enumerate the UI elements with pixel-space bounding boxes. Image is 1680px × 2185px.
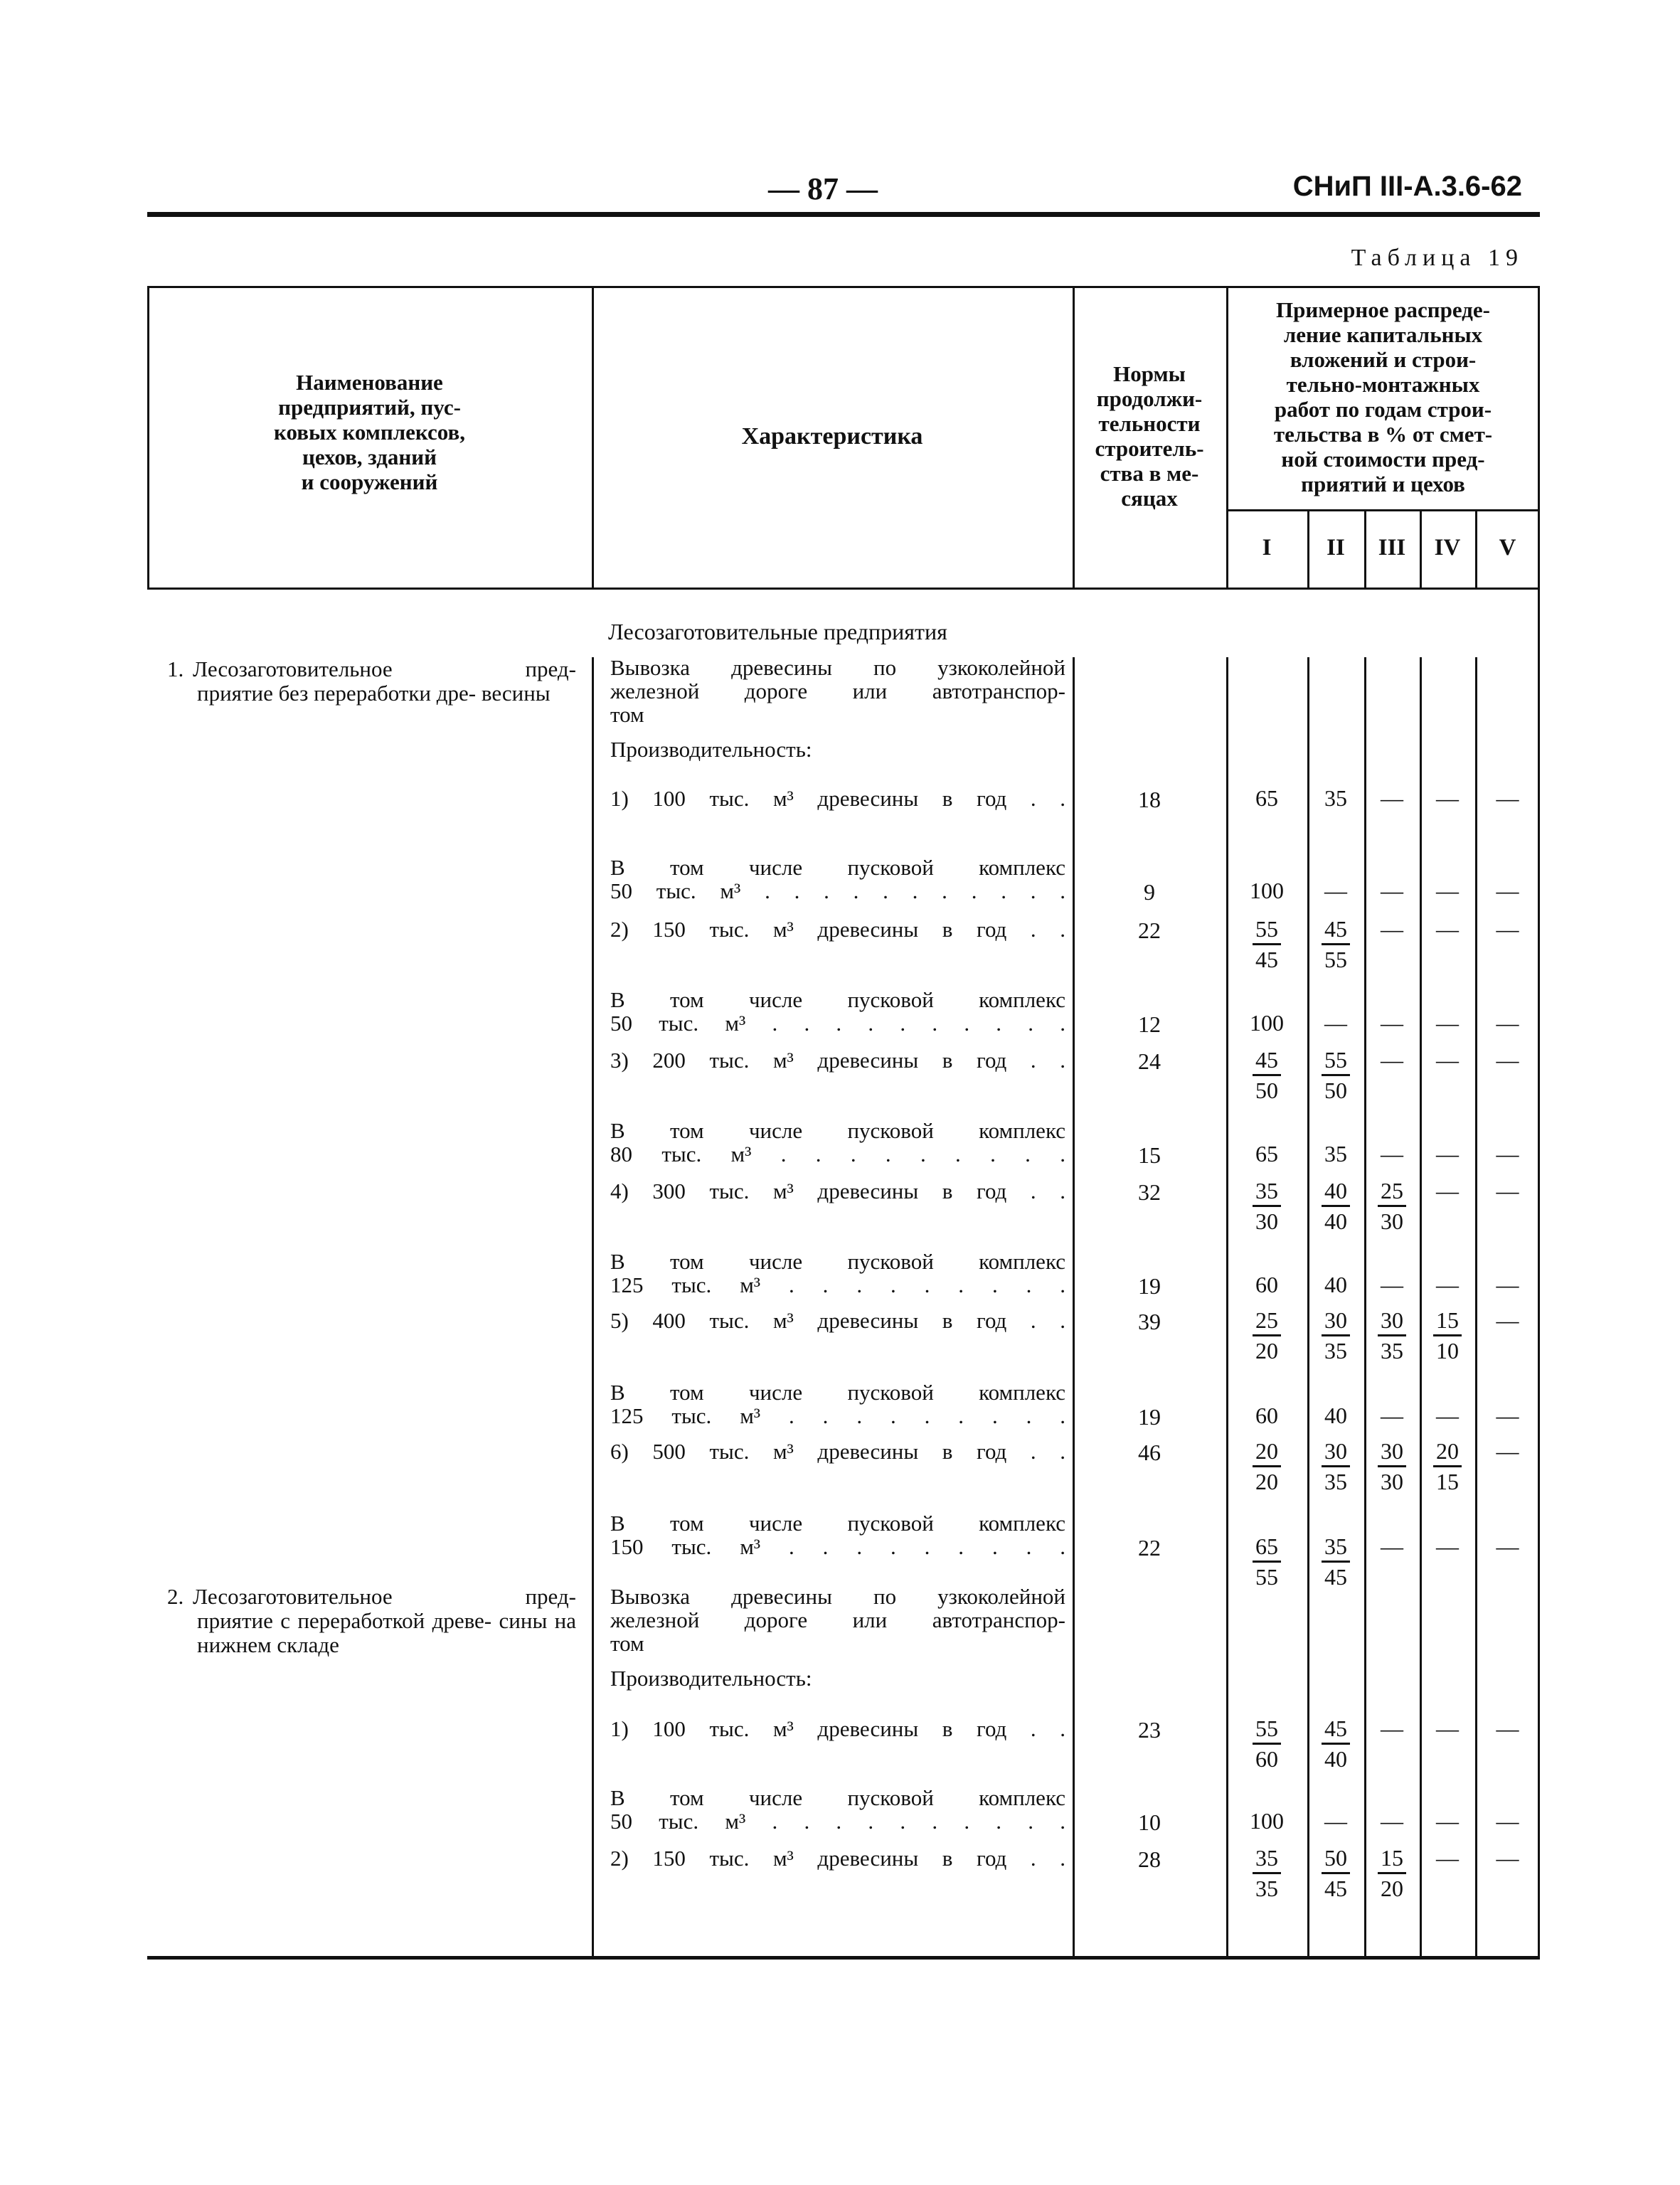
row-text: 2) 150 тыс. м³ древесины в год . .	[610, 917, 1065, 942]
enterprise-1	[167, 657, 576, 706]
share-value: —	[1436, 878, 1459, 903]
year-3-share	[1365, 915, 1419, 943]
share-value: —	[1496, 878, 1519, 903]
year-1-share	[1240, 1046, 1294, 1105]
duration-value: 19	[1138, 1404, 1161, 1430]
year-5-share	[1481, 876, 1535, 905]
share-value: —	[1436, 1010, 1459, 1036]
capacity-row	[610, 1717, 1065, 1740]
year-1-share	[1240, 1401, 1294, 1430]
year-1-share	[1240, 1532, 1294, 1591]
share-value: 100	[1250, 1808, 1284, 1834]
column-header-name-line: предприятий, пус-	[278, 395, 461, 420]
table-bottom-rule	[147, 1956, 1540, 1960]
share-value: 35	[1324, 785, 1347, 811]
share-value: —	[1436, 1533, 1459, 1559]
row-text: 150 тыс. м³ . . . . . . . . .	[610, 1534, 1065, 1559]
year-5-share	[1481, 1139, 1535, 1168]
share-numerator: 30	[1378, 1306, 1406, 1336]
header-rule	[147, 212, 1540, 217]
share-denominator: 60	[1255, 1746, 1278, 1772]
launch-complex-row	[610, 856, 1065, 903]
duration-value: 23	[1138, 1717, 1161, 1743]
transport-line: железной дороге или автотранспор-	[610, 1607, 1065, 1632]
year-1-share	[1240, 1176, 1294, 1235]
share-value: —	[1436, 1141, 1459, 1166]
launch-complex-row	[610, 1511, 1065, 1558]
share-value: 40	[1324, 1403, 1347, 1428]
transport-description-1	[610, 656, 1065, 761]
share-value: —	[1436, 1047, 1459, 1073]
column-header-duration-line: Нормы	[1113, 361, 1186, 386]
year-2-share	[1309, 784, 1363, 812]
column-header-duration	[1073, 361, 1226, 511]
share-value: —	[1381, 1141, 1403, 1166]
column-header-name-line: Наименование	[296, 370, 443, 395]
capacity-row	[610, 787, 1065, 810]
share-denominator: 30	[1381, 1208, 1403, 1234]
year-1-share	[1240, 1009, 1294, 1037]
year-1-share	[1240, 876, 1294, 905]
capacity-row	[610, 1440, 1065, 1463]
table-top-rule	[147, 286, 1540, 288]
year-header-1: I	[1262, 535, 1272, 560]
year-3-share	[1365, 784, 1419, 812]
share-numerator: 55	[1322, 1046, 1350, 1076]
duration-value: 18	[1138, 787, 1161, 812]
share-value: —	[1496, 1178, 1519, 1203]
share-value: —	[1496, 785, 1519, 811]
column-header-distribution-line: тельства в % от смет-	[1273, 422, 1493, 447]
share-numerator: 25	[1378, 1176, 1406, 1207]
share-value: —	[1381, 785, 1403, 811]
share-value: —	[1381, 916, 1403, 942]
year-2-share	[1309, 1270, 1363, 1299]
launch-complex-label: В том числе пусковой комплекс	[610, 1118, 1065, 1143]
share-value: —	[1436, 916, 1459, 942]
share-numerator: 15	[1433, 1306, 1462, 1336]
body-year-divider	[1226, 657, 1228, 1956]
year-5-share	[1481, 784, 1535, 812]
launch-complex-label: В том числе пусковой комплекс	[610, 987, 1065, 1012]
year-2-share	[1309, 1046, 1363, 1105]
year-2-share	[1309, 1176, 1363, 1235]
share-denominator: 45	[1324, 1876, 1347, 1901]
share-value: 40	[1324, 1272, 1347, 1297]
share-denominator: 20	[1381, 1876, 1403, 1901]
year-5-share	[1481, 1714, 1535, 1743]
share-denominator: 35	[1255, 1876, 1278, 1901]
share-value: 65	[1255, 785, 1278, 811]
year-header-4: IV	[1434, 535, 1461, 560]
enterprise-number: 2.	[167, 1584, 184, 1609]
share-value: —	[1324, 1808, 1347, 1834]
share-numerator: 40	[1322, 1176, 1350, 1207]
table-right-border	[1538, 286, 1540, 1956]
share-numerator: 30	[1378, 1437, 1406, 1467]
year-2-share	[1309, 876, 1363, 905]
share-value: —	[1496, 1141, 1519, 1166]
share-value: —	[1324, 1010, 1347, 1036]
year-3-share	[1365, 1009, 1419, 1037]
transport-line: железной дороге или автотранспор-	[610, 679, 1065, 703]
share-denominator: 35	[1324, 1338, 1347, 1363]
duration-value: 32	[1138, 1179, 1161, 1205]
year-3-share	[1365, 1844, 1419, 1903]
year-1-share	[1240, 1270, 1294, 1299]
share-value: —	[1381, 878, 1403, 903]
share-value: —	[1496, 1272, 1519, 1297]
column-header-distribution-line: приятий и цехов	[1301, 472, 1465, 496]
launch-complex-label: В том числе пусковой комплекс	[610, 1380, 1065, 1405]
share-denominator: 15	[1436, 1469, 1459, 1494]
year-2-share	[1309, 915, 1363, 974]
row-text: 5) 400 тыс. м³ древесины в год . .	[610, 1308, 1065, 1333]
year-2-share	[1309, 1009, 1363, 1037]
share-numerator: 45	[1322, 1714, 1350, 1745]
year-4-share	[1420, 784, 1474, 812]
year-3-share	[1365, 1401, 1419, 1430]
launch-complex-row	[610, 1119, 1065, 1166]
duration-value: 22	[1138, 1535, 1161, 1561]
duration-value: 12	[1138, 1011, 1161, 1037]
transport-line: том	[610, 702, 644, 727]
share-value: —	[1381, 1010, 1403, 1036]
enterprise-name-hyphen: пред-	[525, 656, 576, 681]
column-header-duration-line: ства в ме-	[1100, 461, 1199, 486]
year-2-share	[1309, 1437, 1363, 1496]
column-header-duration-line: сяцах	[1121, 486, 1178, 511]
share-numerator: 30	[1322, 1437, 1350, 1467]
capacity-row	[610, 1048, 1065, 1072]
share-value: —	[1381, 1716, 1403, 1741]
page-number: — 87 —	[768, 171, 878, 206]
share-value: —	[1436, 1178, 1459, 1203]
enterprise-name-hyphen: пред-	[525, 1584, 576, 1609]
year-4-share	[1420, 876, 1474, 905]
year-1-share	[1240, 1437, 1294, 1496]
year-5-share	[1481, 1401, 1535, 1430]
launch-complex-label: В том числе пусковой комплекс	[610, 855, 1065, 880]
column-header-duration-line: строитель-	[1095, 436, 1204, 461]
column-header-name-line: и сооружений	[301, 469, 438, 494]
share-value: —	[1496, 1845, 1519, 1871]
column-header-distribution	[1226, 297, 1540, 496]
year-2-share	[1309, 1807, 1363, 1835]
row-text: 4) 300 тыс. м³ древесины в год . .	[610, 1179, 1065, 1203]
year-4-share	[1420, 1270, 1474, 1299]
row-text: 1) 100 тыс. м³ древесины в год . .	[610, 786, 1065, 811]
share-value: —	[1496, 1438, 1519, 1464]
column-header-name-line: ковых комплексов,	[274, 420, 465, 445]
year-3-share	[1365, 1807, 1419, 1835]
year-4-share	[1420, 915, 1474, 943]
year-4-share	[1420, 1009, 1474, 1037]
year-5-share	[1481, 1009, 1535, 1037]
launch-complex-label: В том числе пусковой комплекс	[610, 1511, 1065, 1536]
share-value: —	[1496, 916, 1519, 942]
share-value: 65	[1255, 1141, 1278, 1166]
year-3-share	[1365, 1306, 1419, 1365]
year-5-share	[1481, 1270, 1535, 1299]
share-value: —	[1436, 1716, 1459, 1741]
year-3-share	[1365, 1046, 1419, 1074]
share-numerator: 45	[1253, 1046, 1281, 1076]
year-1-share	[1240, 915, 1294, 974]
year-2-share	[1309, 1714, 1363, 1773]
year-4-share	[1420, 1176, 1474, 1205]
year-5-share	[1481, 915, 1535, 943]
share-numerator: 25	[1253, 1306, 1281, 1336]
year-2-share	[1309, 1306, 1363, 1365]
year-1-share	[1240, 784, 1294, 812]
launch-complex-row	[610, 1250, 1065, 1297]
year-2-share	[1309, 1139, 1363, 1168]
row-text: 125 тыс. м³ . . . . . . . . .	[610, 1403, 1065, 1428]
year-5-share	[1481, 1306, 1535, 1334]
year-1-share	[1240, 1139, 1294, 1168]
year-5-share	[1481, 1437, 1535, 1465]
body-column-divider	[1073, 657, 1075, 1956]
share-denominator: 55	[1324, 947, 1347, 972]
distribution-rule	[1226, 509, 1540, 511]
share-value: —	[1436, 1845, 1459, 1871]
year-header-5: V	[1499, 535, 1516, 560]
share-value: —	[1324, 878, 1347, 903]
share-value: —	[1496, 1010, 1519, 1036]
enterprise-name: Лесозаготовительное	[193, 1584, 393, 1609]
body-column-divider	[592, 657, 594, 1956]
year-5-share	[1481, 1532, 1535, 1561]
launch-complex-row	[610, 988, 1065, 1035]
share-numerator: 35	[1322, 1532, 1350, 1563]
year-header-2: II	[1327, 535, 1345, 560]
share-denominator: 45	[1255, 947, 1278, 972]
row-text: 2) 150 тыс. м³ древесины в год . .	[610, 1846, 1065, 1871]
column-header-distribution-line: вложений и строи-	[1290, 347, 1477, 372]
year-1-share	[1240, 1306, 1294, 1365]
duration-value: 10	[1138, 1809, 1161, 1835]
duration-value: 9	[1144, 879, 1155, 905]
share-denominator: 20	[1255, 1338, 1278, 1363]
duration-value: 24	[1138, 1048, 1161, 1074]
row-text: 3) 200 тыс. м³ древесины в год . .	[610, 1048, 1065, 1073]
share-value: 100	[1250, 878, 1284, 903]
year-3-share	[1365, 1176, 1419, 1235]
share-value: 60	[1255, 1272, 1278, 1297]
share-value: —	[1496, 1307, 1519, 1333]
transport-line: Вывозка древесины по узкоколейной	[610, 1584, 1065, 1609]
year-3-share	[1365, 1437, 1419, 1496]
capacity-row	[610, 1846, 1065, 1870]
column-header-duration-line: продолжи-	[1096, 386, 1203, 411]
row-text: 50 тыс. м³ . . . . . . . . . .	[610, 1809, 1065, 1834]
share-value: —	[1436, 785, 1459, 811]
share-numerator: 50	[1322, 1844, 1350, 1874]
year-4-share	[1420, 1532, 1474, 1561]
share-value: —	[1496, 1808, 1519, 1834]
share-denominator: 45	[1324, 1564, 1347, 1590]
share-value: —	[1436, 1403, 1459, 1428]
share-value: —	[1381, 1047, 1403, 1073]
year-5-share	[1481, 1046, 1535, 1074]
share-numerator: 20	[1433, 1437, 1462, 1467]
column-header-name-line: цехов, зданий	[302, 445, 437, 469]
launch-complex-label: В том числе пусковой комплекс	[610, 1785, 1065, 1810]
share-denominator: 50	[1324, 1078, 1347, 1103]
share-value: —	[1436, 1808, 1459, 1834]
share-value: —	[1496, 1716, 1519, 1741]
share-value: 35	[1324, 1141, 1347, 1166]
row-text: 6) 500 тыс. м³ древесины в год . .	[610, 1439, 1065, 1464]
column-header-distribution-line: ление капитальных	[1283, 322, 1483, 347]
year-header-3: III	[1378, 535, 1406, 560]
transport-description-2	[610, 1585, 1065, 1690]
year-4-share	[1420, 1844, 1474, 1872]
share-denominator: 40	[1324, 1746, 1347, 1772]
year-4-share	[1420, 1306, 1474, 1365]
share-numerator: 55	[1253, 915, 1281, 945]
enterprise-2	[167, 1585, 576, 1657]
year-3-share	[1365, 1139, 1419, 1168]
year-1-share	[1240, 1714, 1294, 1773]
share-numerator: 15	[1378, 1844, 1406, 1874]
capacity-label: Производительность:	[610, 1666, 812, 1691]
year-2-share	[1309, 1844, 1363, 1903]
share-denominator: 20	[1255, 1469, 1278, 1494]
row-text: 50 тыс. м³ . . . . . . . . . . .	[610, 878, 1065, 903]
share-value: —	[1381, 1533, 1403, 1559]
share-denominator: 30	[1381, 1469, 1403, 1494]
enterprise-name-rest: приятие с переработкой древе- сины на нижнем складе	[197, 1608, 576, 1657]
share-denominator: 30	[1255, 1208, 1278, 1234]
row-text: 1) 100 тыс. м³ древесины в год . .	[610, 1716, 1065, 1741]
share-value: 60	[1255, 1403, 1278, 1428]
share-value: —	[1381, 1403, 1403, 1428]
share-denominator: 35	[1381, 1338, 1403, 1363]
column-header-characteristic: Характеристика	[741, 423, 923, 450]
capacity-row	[610, 918, 1065, 941]
year-3-share	[1365, 876, 1419, 905]
transport-line: том	[610, 1631, 644, 1656]
duration-value: 19	[1138, 1273, 1161, 1299]
year-4-share	[1420, 1714, 1474, 1743]
share-denominator: 55	[1255, 1564, 1278, 1590]
document-code: СНиП III-А.3.6-62	[1292, 171, 1522, 202]
duration-value: 46	[1138, 1440, 1161, 1465]
share-denominator: 40	[1324, 1208, 1347, 1234]
duration-value: 28	[1138, 1846, 1161, 1872]
share-numerator: 35	[1253, 1176, 1281, 1207]
year-5-share	[1481, 1807, 1535, 1835]
row-text: 80 тыс. м³ . . . . . . . . .	[610, 1142, 1065, 1166]
launch-complex-label: В том числе пусковой комплекс	[610, 1249, 1065, 1274]
year-2-share	[1309, 1532, 1363, 1591]
capacity-row	[610, 1179, 1065, 1203]
year-3-share	[1365, 1270, 1419, 1299]
enterprise-name-rest: приятие без переработки дре- весины	[197, 681, 551, 706]
duration-value: 39	[1138, 1309, 1161, 1334]
launch-complex-row	[610, 1381, 1065, 1428]
capacity-row	[610, 1309, 1065, 1332]
share-denominator: 35	[1324, 1469, 1347, 1494]
share-denominator: 50	[1255, 1078, 1278, 1103]
capacity-label: Производительность:	[610, 737, 812, 762]
column-header-distribution-line: работ по годам строи-	[1274, 397, 1492, 422]
year-4-share	[1420, 1401, 1474, 1430]
year-2-share	[1309, 1401, 1363, 1430]
table-header-rule	[147, 588, 1540, 590]
column-header-distribution-line: ной стоимости пред-	[1281, 447, 1485, 472]
year-3-share	[1365, 1714, 1419, 1743]
share-value: 100	[1250, 1010, 1284, 1036]
year-5-share	[1481, 1176, 1535, 1205]
year-1-share	[1240, 1807, 1294, 1835]
share-value: —	[1381, 1808, 1403, 1834]
row-text: 50 тыс. м³ . . . . . . . . . .	[610, 1011, 1065, 1036]
column-header-distribution-line: Примерное распреде-	[1276, 297, 1490, 322]
body-year-divider	[1475, 657, 1477, 1956]
duration-value: 15	[1138, 1142, 1161, 1168]
column-header-distribution-line: тельно-монтажных	[1286, 372, 1480, 397]
launch-complex-row	[610, 1786, 1065, 1833]
share-numerator: 35	[1253, 1844, 1281, 1874]
year-4-share	[1420, 1046, 1474, 1074]
row-text: 125 тыс. м³ . . . . . . . . .	[610, 1272, 1065, 1297]
transport-line: Вывозка древесины по узкоколейной	[610, 655, 1065, 680]
enterprise-number: 1.	[167, 656, 184, 681]
column-header-duration-line: тельности	[1098, 411, 1201, 436]
year-5-share	[1481, 1844, 1535, 1872]
year-3-share	[1365, 1532, 1419, 1561]
share-value: —	[1496, 1403, 1519, 1428]
duration-value: 22	[1138, 918, 1161, 943]
share-numerator: 30	[1322, 1306, 1350, 1336]
year-1-share	[1240, 1844, 1294, 1903]
year-4-share	[1420, 1437, 1474, 1496]
section-title: Лесозаготовительные предприятия	[608, 619, 947, 644]
share-value: —	[1496, 1533, 1519, 1559]
share-value: —	[1381, 1272, 1403, 1297]
table-caption: Таблица 19	[1351, 245, 1524, 271]
year-4-share	[1420, 1807, 1474, 1835]
share-numerator: 20	[1253, 1437, 1281, 1467]
year-4-share	[1420, 1139, 1474, 1168]
column-header-name	[147, 370, 592, 494]
share-numerator: 45	[1322, 915, 1350, 945]
share-value: —	[1436, 1272, 1459, 1297]
share-numerator: 55	[1253, 1714, 1281, 1745]
share-value: —	[1496, 1047, 1519, 1073]
share-denominator: 10	[1436, 1338, 1459, 1363]
enterprise-name: Лесозаготовительное	[193, 656, 393, 681]
share-numerator: 65	[1253, 1532, 1281, 1563]
